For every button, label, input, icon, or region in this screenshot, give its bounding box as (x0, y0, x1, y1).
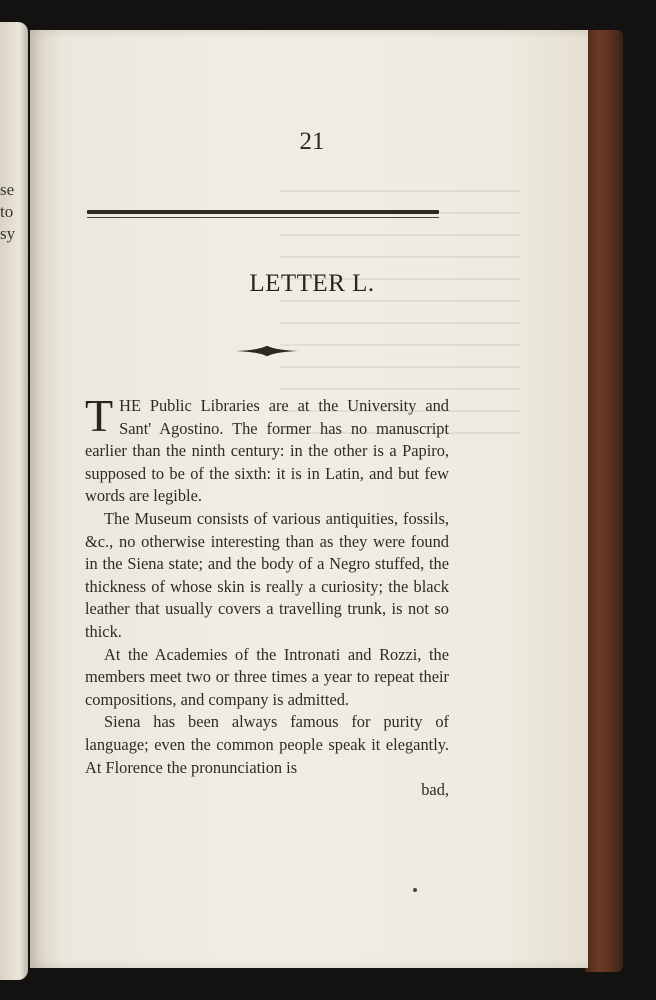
header-rule-thick (87, 210, 439, 214)
ornament-icon (236, 344, 298, 358)
paragraph-text: Siena has been always famous for purity of language; even the common people speak it elegantly. At Florence the pronunciation is (85, 712, 449, 777)
paragraph (85, 508, 449, 644)
header-rule (87, 210, 439, 220)
right-page (30, 30, 588, 968)
letter-heading: LETTER L. (249, 270, 375, 297)
left-fragment-line: sy (0, 224, 16, 243)
left-page-edge (0, 22, 28, 980)
drop-cap: T (85, 390, 114, 441)
left-fragment-line: to (0, 202, 14, 221)
paragraph (85, 644, 449, 712)
left-page-text-fragment (0, 179, 15, 245)
left-fragment-line: se (0, 180, 15, 199)
book-cover-edge (585, 30, 623, 972)
paragraph (85, 711, 449, 779)
paragraph-text: The Museum consists of various antiquities, fossils, &c., no otherwise interesting than as they were found in the Siena state; and the body of a Negro stuffed, the thickness of whose skin is really a curiosity; the black leather that usually covers a travelling trunk, is not so thick. (85, 508, 449, 641)
letter-body (85, 390, 449, 802)
header-rule-thin (87, 217, 439, 218)
catchword: bad, (421, 780, 449, 800)
paragraph-text: At the Academies of the Intronati and Rozzi, the members meet two or three times a year to repeat their compositions, and company is admitted. (85, 644, 449, 709)
page-number: 21 (299, 128, 325, 155)
paragraph (85, 390, 449, 508)
paper-speck (413, 888, 417, 892)
paragraph-text: HE Public Libraries are at the University and Sant' Agostino. The former has no manuscript earlier than the ninth century: in the other is a Papiro, supposed to be of the sixth: it is in Latin, and but few words are legible. (85, 396, 449, 506)
